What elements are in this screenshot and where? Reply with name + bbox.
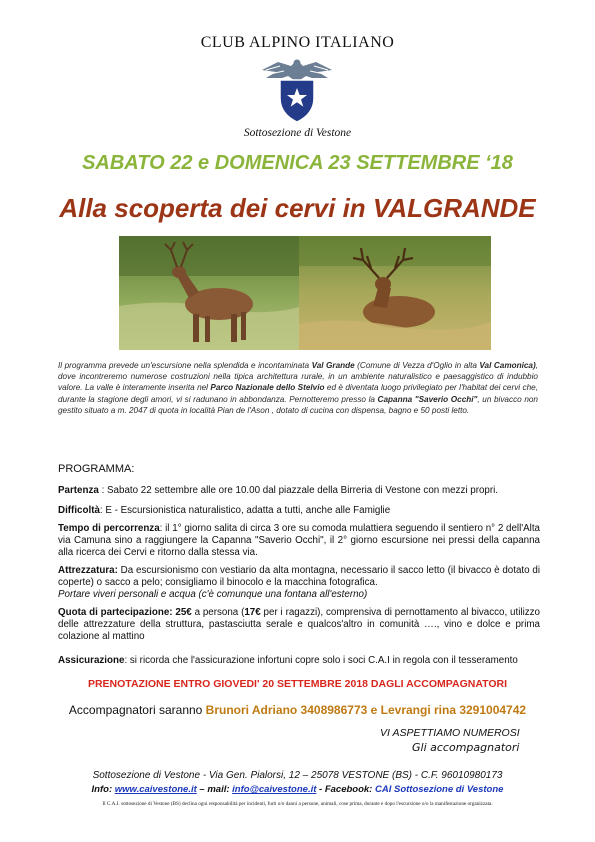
footer-disclaimer: Il C.A.I. sottosezione di Vestone (BS) declina ogni responsabilità per incidenti, furti o/o danni a persone, animali, cose prima, durante e dopo l'escursione o/o la manifestazione organizzata. xyxy=(102,801,493,807)
programma-heading: PROGRAMMA: xyxy=(58,463,135,475)
cai-logo xyxy=(258,54,336,126)
website-link[interactable]: www.caivestone.it xyxy=(114,784,197,795)
gli-accompagnatori: Gli accompagnatori xyxy=(412,741,520,754)
intro-paragraph: Il programma prevede un'escursione nella splendida e incontaminata Val Grande (Comune di Vezza d'Oglio in alta Val Camonica), dove incontreremo numerose costruzioni nella tipica architettura rurale, in un ambiente naturalistico e paesaggistico di indubbio valore. La valle è interamente inserita nel Parco Nazionale dello Stelvio ed è diventata luogo privilegiato per l'habitat dei cervi che, durante la stagione degli amori, vi si radunano in abbondanza. Pernotteremo presso la Capanna "Saverio Occhi", un bivacco non gestito situato a m. 2047 di quota in località Pian de l'Ason , dotato di cucina con dispensa, bagno e 50 posti letto. xyxy=(58,361,538,415)
stag-photo-left xyxy=(119,236,309,350)
eagle-icon xyxy=(262,60,332,81)
tempo-section: Tempo di percorrenza: il 1° giorno salita di circa 3 ore su comoda mulattiera seguendo il sentiero n° 2 dell'Alta via Camuna sino a raggiungere la Capanna "Saverio Occhi", il 2° giorno escursione nei pressi della capanna alla ricerca dei Cervi e ritorno dalla stessa via. xyxy=(58,523,541,559)
booking-notice: PRENOTAZIONE ENTRO GIOVEDI' 20 SETTEMBRE 2018 DAGLI ACCOMPAGNATORI xyxy=(87,678,508,690)
quota-section: Quota di partecipazione: 25€ a persona (17€ per i ragazzi), comprensiva di pernottamento al bivacco, utilizzo delle attrezzature della struttura, pastasciutta serale e qualcos'altro in comunità …., vino e dolce e prima colazione al mattino xyxy=(58,607,540,643)
subsection-name: Sottosezione di Vestone xyxy=(243,127,352,139)
stag-in-grass-photo xyxy=(299,236,491,350)
event-date: SABATO 22 e DOMENICA 23 SETTEMBRE ‘18 xyxy=(82,152,513,174)
email-link[interactable]: info@caivestone.it xyxy=(232,784,317,795)
difficolta-section: Difficoltà: E - Escursionistica naturalistico, adatta a tutti, anche alle Famiglie xyxy=(58,505,391,516)
accompagnatori-line: Accompagnatori saranno Brunori Adriano 3408986773 e Levrangi rina 3291004742 xyxy=(68,703,527,717)
vi-aspettiamo: VI ASPETTIAMO NUMEROSI xyxy=(380,727,520,739)
assicurazione-section: Assicurazione: si ricorda che l'assicurazione infortuni copre solo i soci C.A.I in regola con il tesseramento xyxy=(58,655,518,666)
partenza-section: Partenza : Sabato 22 settembre alle ore 10.00 dal piazzale della Birreria di Vestone con mezzi propri. xyxy=(58,485,499,496)
event-title: Alla scoperta dei cervi in VALGRANDE xyxy=(59,193,536,223)
attrezzatura-section: Attrezzatura: Da escursionismo con vestiario da alta montagna, necessario il sacco letto (il bivacco è dotato di coperte) o sacco a pelo; consigliamo il binocolo e la macchina fotografica. Portare viveri personali e acqua (c'è comunque una fontana all'esterno) xyxy=(58,565,540,601)
stag-photo-right xyxy=(299,236,491,350)
accompagnatori-names: Brunori Adriano 3408986773 e Levrangi rina 3291004742 xyxy=(205,703,527,717)
footer-contacts: Info: www.caivestone.it – mail: info@caivestone.it - Facebook: CAI Sottosezione di Vestone xyxy=(91,784,504,795)
stag-in-meadow-photo xyxy=(119,236,309,350)
footer-address: Sottosezione di Vestone - Via Gen. Pialorsi, 12 – 25078 VESTONE (BS) - C.F. 96010980173 xyxy=(92,770,503,781)
club-title: CLUB ALPINO ITALIANO xyxy=(200,34,395,51)
facebook-link[interactable]: CAI Sottosezione di Vestone xyxy=(374,784,504,795)
